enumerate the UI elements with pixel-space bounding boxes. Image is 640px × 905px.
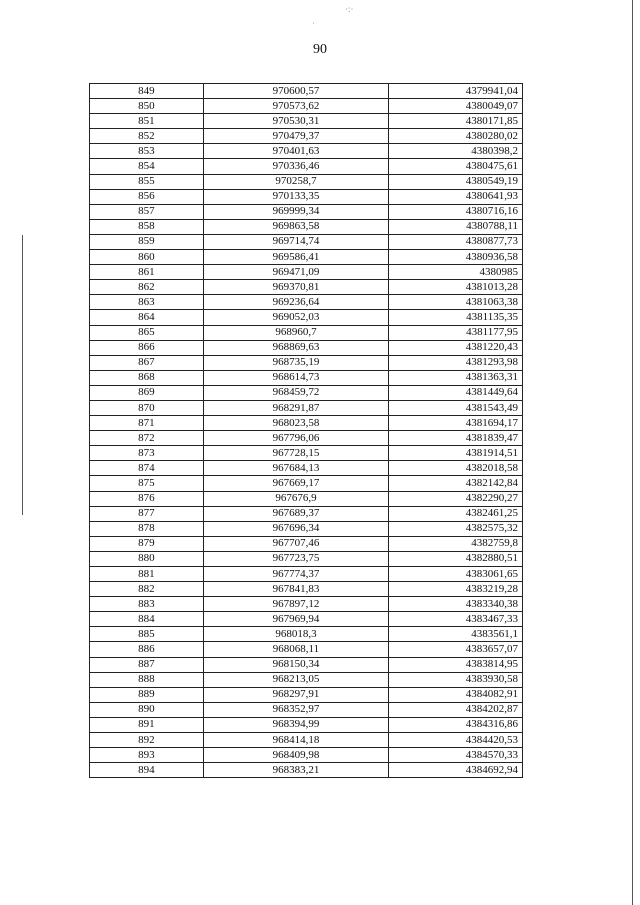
y-coordinate-cell: 4381694,17	[389, 416, 523, 431]
point-number-cell: 891	[90, 717, 204, 732]
y-coordinate-cell: 4384570,33	[389, 748, 523, 763]
y-coordinate-cell: 4381449,64	[389, 385, 523, 400]
scan-artifact: ·	[312, 18, 315, 28]
x-coordinate-cell: 967669,17	[203, 476, 389, 491]
y-coordinate-cell: 4382880,51	[389, 551, 523, 566]
y-coordinate-cell: 4380788,11	[389, 219, 523, 234]
y-coordinate-cell: 4384202,87	[389, 702, 523, 717]
x-coordinate-cell: 969236,64	[203, 295, 389, 310]
y-coordinate-cell: 4383930,58	[389, 672, 523, 687]
table-row	[90, 355, 523, 370]
x-coordinate-cell: 968018,3	[203, 627, 389, 642]
point-number-cell: 888	[90, 672, 204, 687]
x-coordinate-cell: 968869,63	[203, 340, 389, 355]
table-row	[90, 400, 523, 415]
point-number-cell: 850	[90, 99, 204, 114]
table-row	[90, 461, 523, 476]
y-coordinate-cell: 4380475,61	[389, 159, 523, 174]
table-row	[90, 219, 523, 234]
table-row	[90, 717, 523, 732]
table-row	[90, 99, 523, 114]
x-coordinate-cell: 968960,7	[203, 325, 389, 340]
point-number-cell: 853	[90, 144, 204, 159]
y-coordinate-cell: 4380171,85	[389, 114, 523, 129]
x-coordinate-cell: 968068,11	[203, 642, 389, 657]
x-coordinate-cell: 970336,46	[203, 159, 389, 174]
point-number-cell: 885	[90, 627, 204, 642]
point-number-cell: 890	[90, 702, 204, 717]
point-number-cell: 881	[90, 567, 204, 582]
point-number-cell: 870	[90, 400, 204, 415]
point-number-cell: 883	[90, 597, 204, 612]
x-coordinate-cell: 967728,15	[203, 446, 389, 461]
table-row	[90, 687, 523, 702]
point-number-cell: 866	[90, 340, 204, 355]
x-coordinate-cell: 968459,72	[203, 385, 389, 400]
y-coordinate-cell: 4380549,19	[389, 174, 523, 189]
x-coordinate-cell: 968394,99	[203, 717, 389, 732]
y-coordinate-cell: 4380716,16	[389, 204, 523, 219]
y-coordinate-cell: 4382142,84	[389, 476, 523, 491]
table-row	[90, 597, 523, 612]
x-coordinate-cell: 967707,46	[203, 536, 389, 551]
point-number-cell: 872	[90, 431, 204, 446]
table-row	[90, 702, 523, 717]
point-number-cell: 882	[90, 582, 204, 597]
table-row	[90, 733, 523, 748]
table-row	[90, 114, 523, 129]
point-number-cell: 863	[90, 295, 204, 310]
x-coordinate-cell: 969999,34	[203, 204, 389, 219]
y-coordinate-cell: 4381914,51	[389, 446, 523, 461]
table-row	[90, 551, 523, 566]
y-coordinate-cell: 4380398,2	[389, 144, 523, 159]
table-row	[90, 250, 523, 265]
y-coordinate-cell: 4381063,38	[389, 295, 523, 310]
x-coordinate-cell: 968291,87	[203, 400, 389, 415]
x-coordinate-cell: 968213,05	[203, 672, 389, 687]
table-row	[90, 340, 523, 355]
table-row	[90, 657, 523, 672]
x-coordinate-cell: 967723,75	[203, 551, 389, 566]
point-number-cell: 851	[90, 114, 204, 129]
page-number: 90	[313, 42, 327, 57]
scan-edge-line	[22, 235, 23, 515]
table-row	[90, 446, 523, 461]
table-row	[90, 672, 523, 687]
y-coordinate-cell: 4381839,47	[389, 431, 523, 446]
table-row	[90, 416, 523, 431]
table-row	[90, 295, 523, 310]
x-coordinate-cell: 969586,41	[203, 250, 389, 265]
point-number-cell: 865	[90, 325, 204, 340]
x-coordinate-cell: 967841,83	[203, 582, 389, 597]
x-coordinate-cell: 967774,37	[203, 567, 389, 582]
y-coordinate-cell: 4382018,58	[389, 461, 523, 476]
table-row	[90, 567, 523, 582]
table-row	[90, 280, 523, 295]
y-coordinate-cell: 4383061,65	[389, 567, 523, 582]
x-coordinate-cell: 968614,73	[203, 370, 389, 385]
point-number-cell: 889	[90, 687, 204, 702]
table-row	[90, 144, 523, 159]
table-row	[90, 476, 523, 491]
point-number-cell: 871	[90, 416, 204, 431]
table-row	[90, 536, 523, 551]
x-coordinate-cell: 970401,63	[203, 144, 389, 159]
y-coordinate-cell: 4382290,27	[389, 491, 523, 506]
x-coordinate-cell: 968352,97	[203, 702, 389, 717]
scan-artifact: ·:·	[345, 4, 354, 14]
x-coordinate-cell: 968150,34	[203, 657, 389, 672]
scan-edge-line	[632, 0, 633, 905]
y-coordinate-cell: 4384316,86	[389, 717, 523, 732]
point-number-cell: 860	[90, 250, 204, 265]
x-coordinate-cell: 967689,37	[203, 506, 389, 521]
point-number-cell: 878	[90, 521, 204, 536]
y-coordinate-cell: 4384082,91	[389, 687, 523, 702]
point-number-cell: 867	[90, 355, 204, 370]
y-coordinate-cell: 4381363,31	[389, 370, 523, 385]
y-coordinate-cell: 4382575,32	[389, 521, 523, 536]
point-number-cell: 868	[90, 370, 204, 385]
y-coordinate-cell: 4381220,43	[389, 340, 523, 355]
table-row	[90, 189, 523, 204]
y-coordinate-cell: 4380936,58	[389, 250, 523, 265]
table-row	[90, 506, 523, 521]
x-coordinate-cell: 969052,03	[203, 310, 389, 325]
table-row	[90, 234, 523, 249]
x-coordinate-cell: 967684,13	[203, 461, 389, 476]
point-number-cell: 861	[90, 265, 204, 280]
point-number-cell: 864	[90, 310, 204, 325]
y-coordinate-cell: 4380280,02	[389, 129, 523, 144]
x-coordinate-cell: 968383,21	[203, 763, 389, 778]
x-coordinate-cell: 970573,62	[203, 99, 389, 114]
point-number-cell: 884	[90, 612, 204, 627]
y-coordinate-cell: 4383657,07	[389, 642, 523, 657]
point-number-cell: 849	[90, 84, 204, 99]
point-number-cell: 852	[90, 129, 204, 144]
point-number-cell: 893	[90, 748, 204, 763]
table-row	[90, 642, 523, 657]
y-coordinate-cell: 4382759,8	[389, 536, 523, 551]
table-row	[90, 174, 523, 189]
x-coordinate-cell: 968414,18	[203, 733, 389, 748]
table-row	[90, 325, 523, 340]
y-coordinate-cell: 4383340,38	[389, 597, 523, 612]
table-row	[90, 265, 523, 280]
table-row	[90, 582, 523, 597]
x-coordinate-cell: 970530,31	[203, 114, 389, 129]
x-coordinate-cell: 968735,19	[203, 355, 389, 370]
point-number-cell: 855	[90, 174, 204, 189]
x-coordinate-cell: 970133,35	[203, 189, 389, 204]
y-coordinate-cell: 4381135,35	[389, 310, 523, 325]
y-coordinate-cell: 4380049,07	[389, 99, 523, 114]
table-row	[90, 748, 523, 763]
y-coordinate-cell: 4383814,95	[389, 657, 523, 672]
table-row	[90, 612, 523, 627]
y-coordinate-cell: 4381293,98	[389, 355, 523, 370]
table-row	[90, 129, 523, 144]
y-coordinate-cell: 4380641,93	[389, 189, 523, 204]
point-number-cell: 875	[90, 476, 204, 491]
point-number-cell: 856	[90, 189, 204, 204]
point-number-cell: 857	[90, 204, 204, 219]
y-coordinate-cell: 4380985	[389, 265, 523, 280]
x-coordinate-cell: 967796,06	[203, 431, 389, 446]
x-coordinate-cell: 968023,58	[203, 416, 389, 431]
point-number-cell: 869	[90, 385, 204, 400]
x-coordinate-cell: 967969,94	[203, 612, 389, 627]
coordinates-table-body	[90, 84, 523, 778]
table-row	[90, 370, 523, 385]
table-row	[90, 204, 523, 219]
point-number-cell: 887	[90, 657, 204, 672]
point-number-cell: 876	[90, 491, 204, 506]
x-coordinate-cell: 969370,81	[203, 280, 389, 295]
point-number-cell: 854	[90, 159, 204, 174]
x-coordinate-cell: 967696,34	[203, 521, 389, 536]
y-coordinate-cell: 4381013,28	[389, 280, 523, 295]
table-row	[90, 385, 523, 400]
x-coordinate-cell: 967897,12	[203, 597, 389, 612]
table-row	[90, 763, 523, 778]
y-coordinate-cell: 4380877,73	[389, 234, 523, 249]
point-number-cell: 859	[90, 234, 204, 249]
x-coordinate-cell: 968409,98	[203, 748, 389, 763]
y-coordinate-cell: 4382461,25	[389, 506, 523, 521]
y-coordinate-cell: 4381177,95	[389, 325, 523, 340]
y-coordinate-cell: 4384692,94	[389, 763, 523, 778]
y-coordinate-cell: 4383561,1	[389, 627, 523, 642]
point-number-cell: 894	[90, 763, 204, 778]
point-number-cell: 879	[90, 536, 204, 551]
point-number-cell: 886	[90, 642, 204, 657]
point-number-cell: 880	[90, 551, 204, 566]
y-coordinate-cell: 4383219,28	[389, 582, 523, 597]
y-coordinate-cell: 4381543,49	[389, 400, 523, 415]
x-coordinate-cell: 967676,9	[203, 491, 389, 506]
y-coordinate-cell: 4384420,53	[389, 733, 523, 748]
point-number-cell: 892	[90, 733, 204, 748]
coordinates-table	[89, 83, 523, 778]
table-row	[90, 84, 523, 99]
x-coordinate-cell: 970600,57	[203, 84, 389, 99]
table-row	[90, 159, 523, 174]
point-number-cell: 874	[90, 461, 204, 476]
x-coordinate-cell: 969471,09	[203, 265, 389, 280]
table-row	[90, 491, 523, 506]
y-coordinate-cell: 4383467,33	[389, 612, 523, 627]
x-coordinate-cell: 968297,91	[203, 687, 389, 702]
point-number-cell: 873	[90, 446, 204, 461]
table-row	[90, 627, 523, 642]
x-coordinate-cell: 970258,7	[203, 174, 389, 189]
point-number-cell: 862	[90, 280, 204, 295]
table-row	[90, 521, 523, 536]
x-coordinate-cell: 969863,58	[203, 219, 389, 234]
y-coordinate-cell: 4379941,04	[389, 84, 523, 99]
x-coordinate-cell: 969714,74	[203, 234, 389, 249]
table-row	[90, 310, 523, 325]
point-number-cell: 877	[90, 506, 204, 521]
x-coordinate-cell: 970479,37	[203, 129, 389, 144]
table-row	[90, 431, 523, 446]
point-number-cell: 858	[90, 219, 204, 234]
